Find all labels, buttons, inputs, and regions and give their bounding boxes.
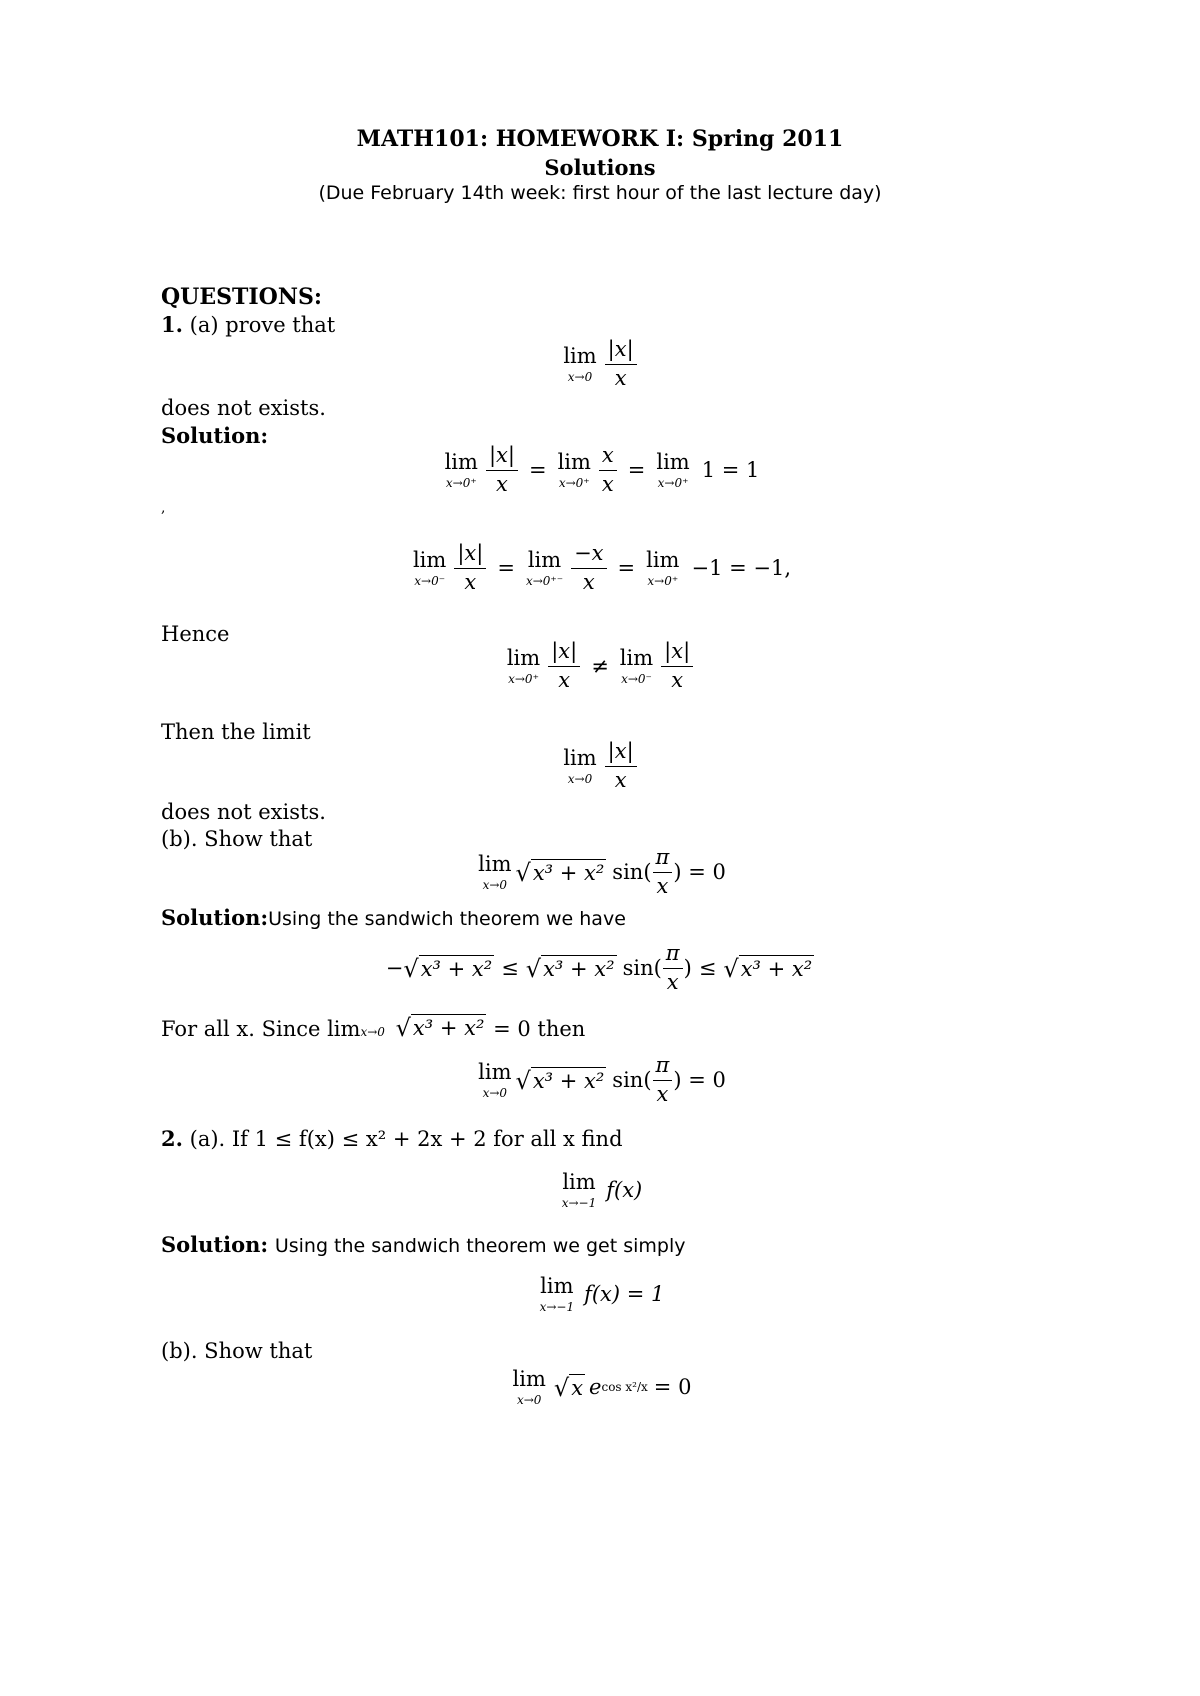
equation-limits-not-equal: lim x→0⁺ $\frac{|x|}{x}$ ≠ lim x→0⁻ $\frac{|x|}{x}$ xyxy=(0,638,1200,694)
comma-line: , xyxy=(161,500,166,516)
fraction: $\frac{|x|}{x}$ xyxy=(605,338,637,389)
equation-sqrt-sin-result: lim x→0 √ x³ + x² sin( $\frac{\pi}{x}$ ) = 0 xyxy=(478,1053,726,1106)
equation-left-limit: lim x→0⁻ $\frac{|x|}{x}$ = lim x→0⁺⁻ $\frac{-x}{x}$ = lim x→0⁺ −1 = −1, xyxy=(412,541,792,594)
q2-number: 2. xyxy=(161,1126,183,1151)
questions-heading: QUESTIONS: xyxy=(161,284,322,310)
equation-sandwich-inequality: − √ x³ + x² ≤ √ x³ + x² sin( $\frac{\pi}{x}$ ) ≤ √ x³ + x² xyxy=(385,941,813,994)
page-title: MATH101: HOMEWORK I: Spring 2011 xyxy=(356,126,844,152)
q1-solution-b: Solution:Using the sandwich theorem we have xyxy=(161,905,626,930)
equation-limit-fx: lim x→−1 f(x) xyxy=(561,1169,643,1210)
q2-solution: Solution: Using the sandwich theorem we get simply xyxy=(161,1232,686,1257)
limit-operator: lim x→0 xyxy=(563,343,597,384)
q1-part-a-text: (a) prove that xyxy=(189,313,336,337)
equation-limit-abs-2: lim x→0 $\frac{|x|}{x}$ xyxy=(0,738,1200,794)
page-subtitle: Solutions xyxy=(544,155,656,180)
equation-limit-fx-result: lim x→−1 f(x) = 1 xyxy=(539,1273,665,1314)
q1-part-b: (b). Show that xyxy=(161,827,313,851)
q1-solution-label: Solution: xyxy=(161,423,269,448)
equation-sqrt-exp-limit: lim x→0 √ x e cos x²/x = 0 xyxy=(512,1366,692,1407)
due-date: (Due February 14th week: first hour of the last lecture day) xyxy=(318,182,882,204)
q2-part-b: (b). Show that xyxy=(161,1339,313,1363)
then-limit-text: Then the limit xyxy=(161,720,311,744)
equation-limit-abs xyxy=(0,336,1200,392)
q1-not-exists-2: does not exists. xyxy=(161,800,326,824)
q1-not-exists: does not exists. xyxy=(161,396,326,420)
q1-number: 1. xyxy=(161,312,183,337)
equation-sqrt-sin-limit: lim x→0 √ x³ + x² sin( $\frac{\pi}{x}$ ) = 0 xyxy=(478,845,726,898)
q2-part-a: 2. (a). If 1 ≤ f(x) ≤ x² + 2x + 2 for all x find xyxy=(161,1126,623,1151)
hence-text: Hence xyxy=(161,622,230,646)
for-all-line: For all x. Since limx→0 √ x³ + x² = 0 then xyxy=(161,1014,586,1042)
equation-right-limit: lim x→0⁺ $\frac{|x|}{x}$ = lim x→0⁺ $\frac{x}{x}$ = lim x→0⁺ 1 = 1 xyxy=(444,443,760,496)
q1-part-a xyxy=(161,312,335,337)
